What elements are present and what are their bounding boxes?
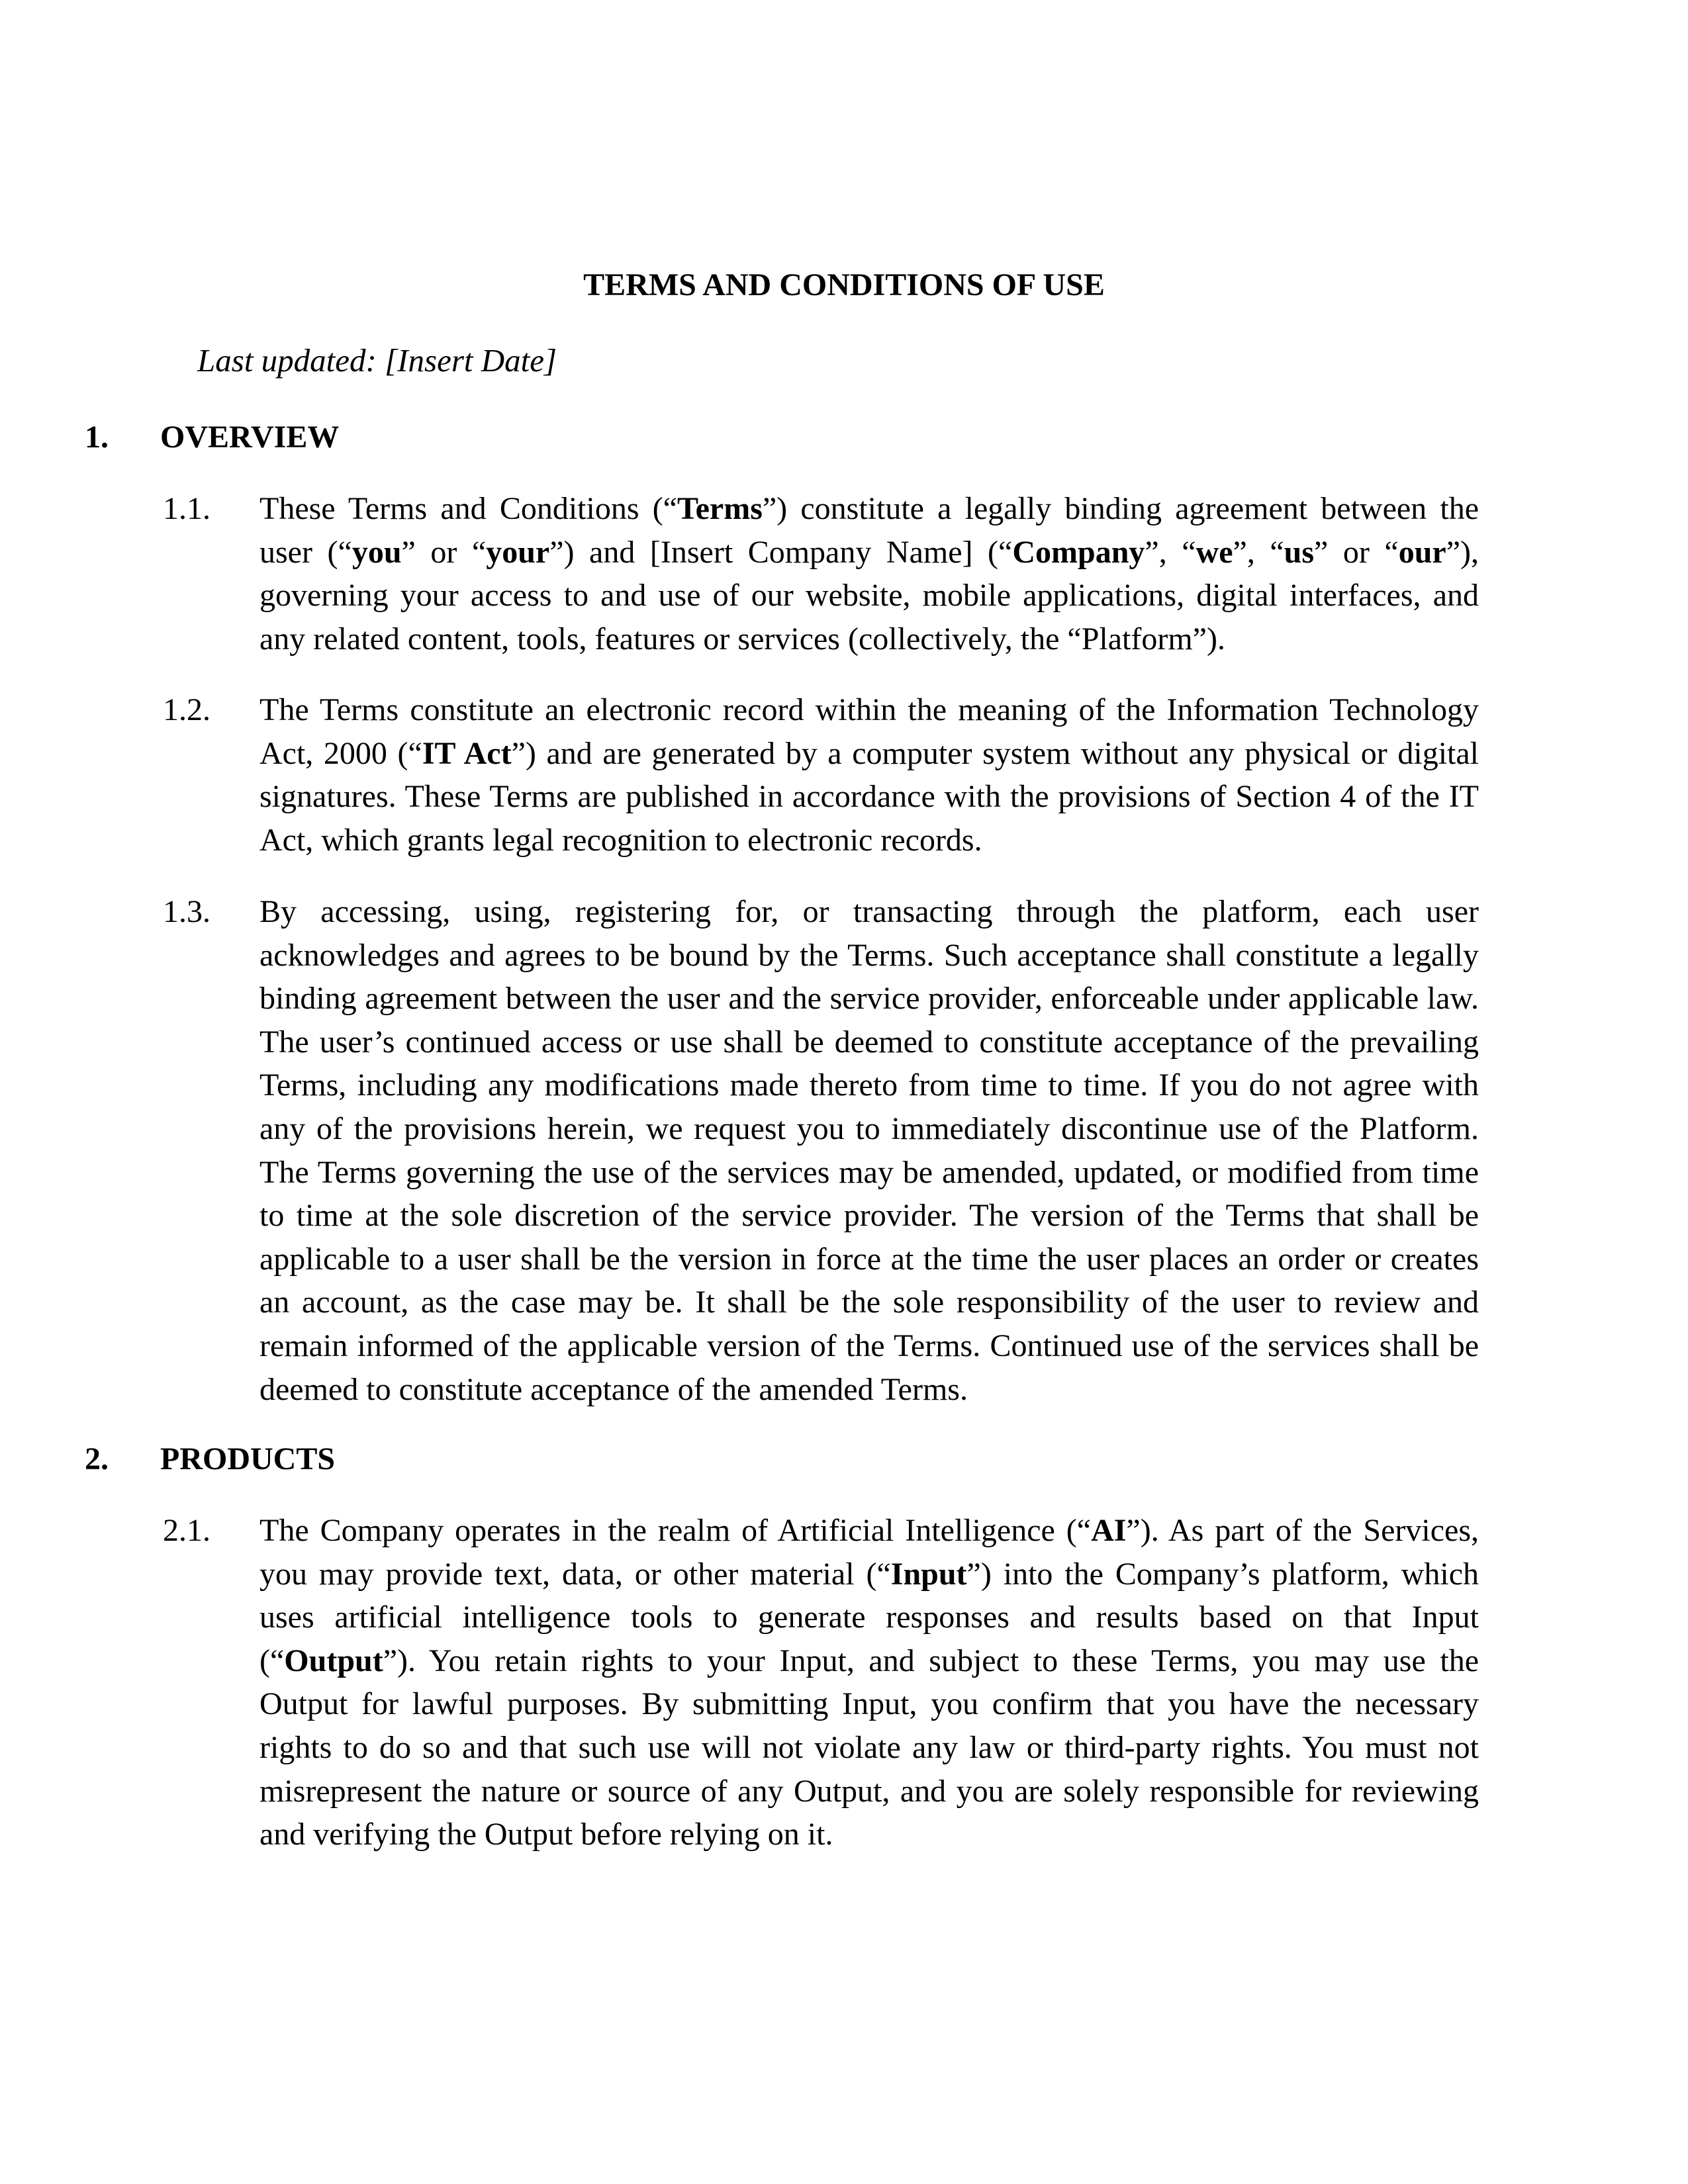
section-title: PRODUCTS: [160, 1441, 336, 1477]
clause-number: 1.3.: [163, 894, 211, 929]
clause-text: The Company operates in the realm of Artificial Intelligence (“AI”). As part of the Services, you may provide text, data, or other material (“Input”) into the Company’s platform, which uses artificial intelligence tools to generate responses and results based on that Input (“Output”). You retain rights to your Input, and subject to these Terms, you may use the Output for lawful purposes. By submitting Input, you confirm that you have the necessary rights to do so and that such use will not violate any law or third-party rights. You must not misrepresent the nature or source of any Output, and you are solely responsible for reviewing and verifying the Output before relying on it.: [259, 1513, 1479, 1852]
clause-number: 1.2.: [163, 692, 211, 727]
clause-text: By accessing, using, registering for, or transacting through the platform, each user acknowledges and agrees to be bound by the Terms. Such acceptance shall constitute a legally binding agreement between the user and the service provider, enforceable under applicable law. The user’s continued access or use shall be deemed to constitute acceptance of the prevailing Terms, including any modifications made thereto from time to time. If you do not agree with any of the provisions herein, we request you to immediately discontinue use of the Platform. The Terms governing the use of the services may be amended, updated, or modified from time to time at the sole discretion of the service provider. The version of the Terms that shall be applicable to a user shall be the version in force at the time the user places an order or creates an account, as the case may be. It shall be the sole responsibility of the user to review and remain informed of the applicable version of the Terms. Continued use of the services shall be deemed to constitute acceptance of the amended Terms.: [259, 894, 1479, 1407]
section-number: 2.: [85, 1441, 109, 1477]
document-title: TERMS AND CONDITIONS OF USE: [583, 267, 1105, 302]
section-title: OVERVIEW: [160, 420, 340, 455]
clause-text: These Terms and Conditions (“Terms”) constitute a legally binding agreement between the user (“you” or “your”) and [Insert Company Name] (“Company”, “we”, “us” or “our”), governing your access to and use of our website, mobile applications, digital interfaces, and any related content, tools, features or services (collectively, the “Platform”).: [259, 491, 1479, 657]
section-heading: [85, 416, 339, 459]
last-updated: Last updated: [Insert Date]: [197, 342, 557, 379]
clause-text: The Terms constitute an electronic record within the meaning of the Information Technology Act, 2000 (“IT Act”) and are generated by a computer system without any physical or digital signatures. These Terms are published in accordance with the provisions of Section 4 of the IT Act, which grants legal recognition to electronic records.: [259, 692, 1479, 858]
section-number: 1.: [85, 420, 109, 455]
clause-number: 1.1.: [163, 491, 211, 526]
section-heading: [85, 1437, 335, 1481]
clause-number: 2.1.: [163, 1513, 211, 1548]
